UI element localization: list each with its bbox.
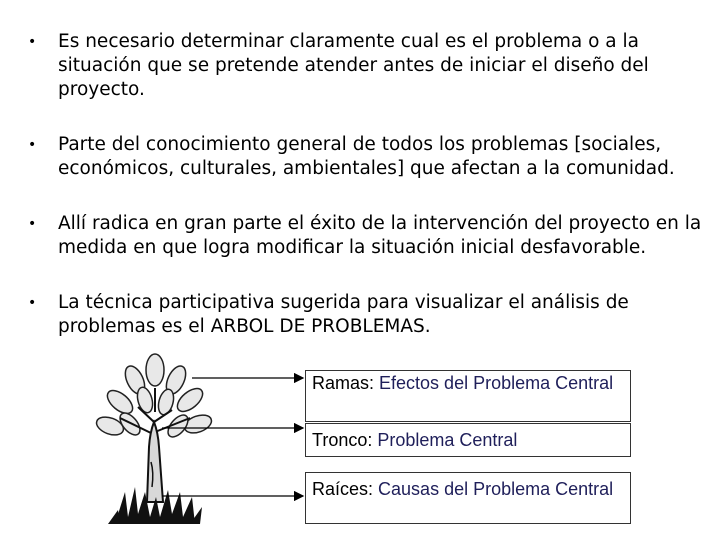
- bullet-item: [28, 30, 708, 102]
- bullet-dot: •: [28, 295, 37, 311]
- tronco-key: Tronco:: [312, 430, 378, 450]
- bullet-text: Allí radica en gran parte el éxito de la intervención del proyecto en la medida en que logra modificar la situación inicial desfavorable.: [58, 213, 702, 258]
- bullet-item: [28, 291, 708, 339]
- ramas-value: Efectos del Problema Central: [379, 373, 614, 393]
- bullet-dot: •: [28, 137, 37, 153]
- raices-key: Raíces:: [312, 479, 379, 499]
- bullet-text: La técnica participativa sugerida para visualizar el análisis de problemas es el ARBOL DE PROBLEMAS.: [58, 292, 629, 337]
- tronco-label-box: [305, 423, 631, 457]
- ramas-key: Ramas:: [312, 373, 380, 393]
- ramas-label-box: [305, 370, 631, 422]
- tronco-value: Problema Central: [377, 430, 518, 450]
- bullet-dot: •: [28, 216, 37, 232]
- tree-icon: [90, 352, 220, 532]
- raices-label-box: [305, 472, 631, 524]
- bullet-text: Es necesario determinar claramente cual es el problema o a la situación que se pretende atender antes de iniciar el diseño del proyecto.: [58, 31, 649, 100]
- bullet-dot: •: [28, 34, 37, 50]
- bullet-item: [28, 212, 708, 260]
- bullet-list: [28, 30, 708, 370]
- raices-value: Causas del Problema Central: [378, 479, 614, 499]
- bullet-item: [28, 133, 708, 181]
- bullet-text: Parte del conocimiento general de todos los problemas [sociales, económicos, culturales, ambientales] que afectan a la comunidad.: [58, 134, 675, 179]
